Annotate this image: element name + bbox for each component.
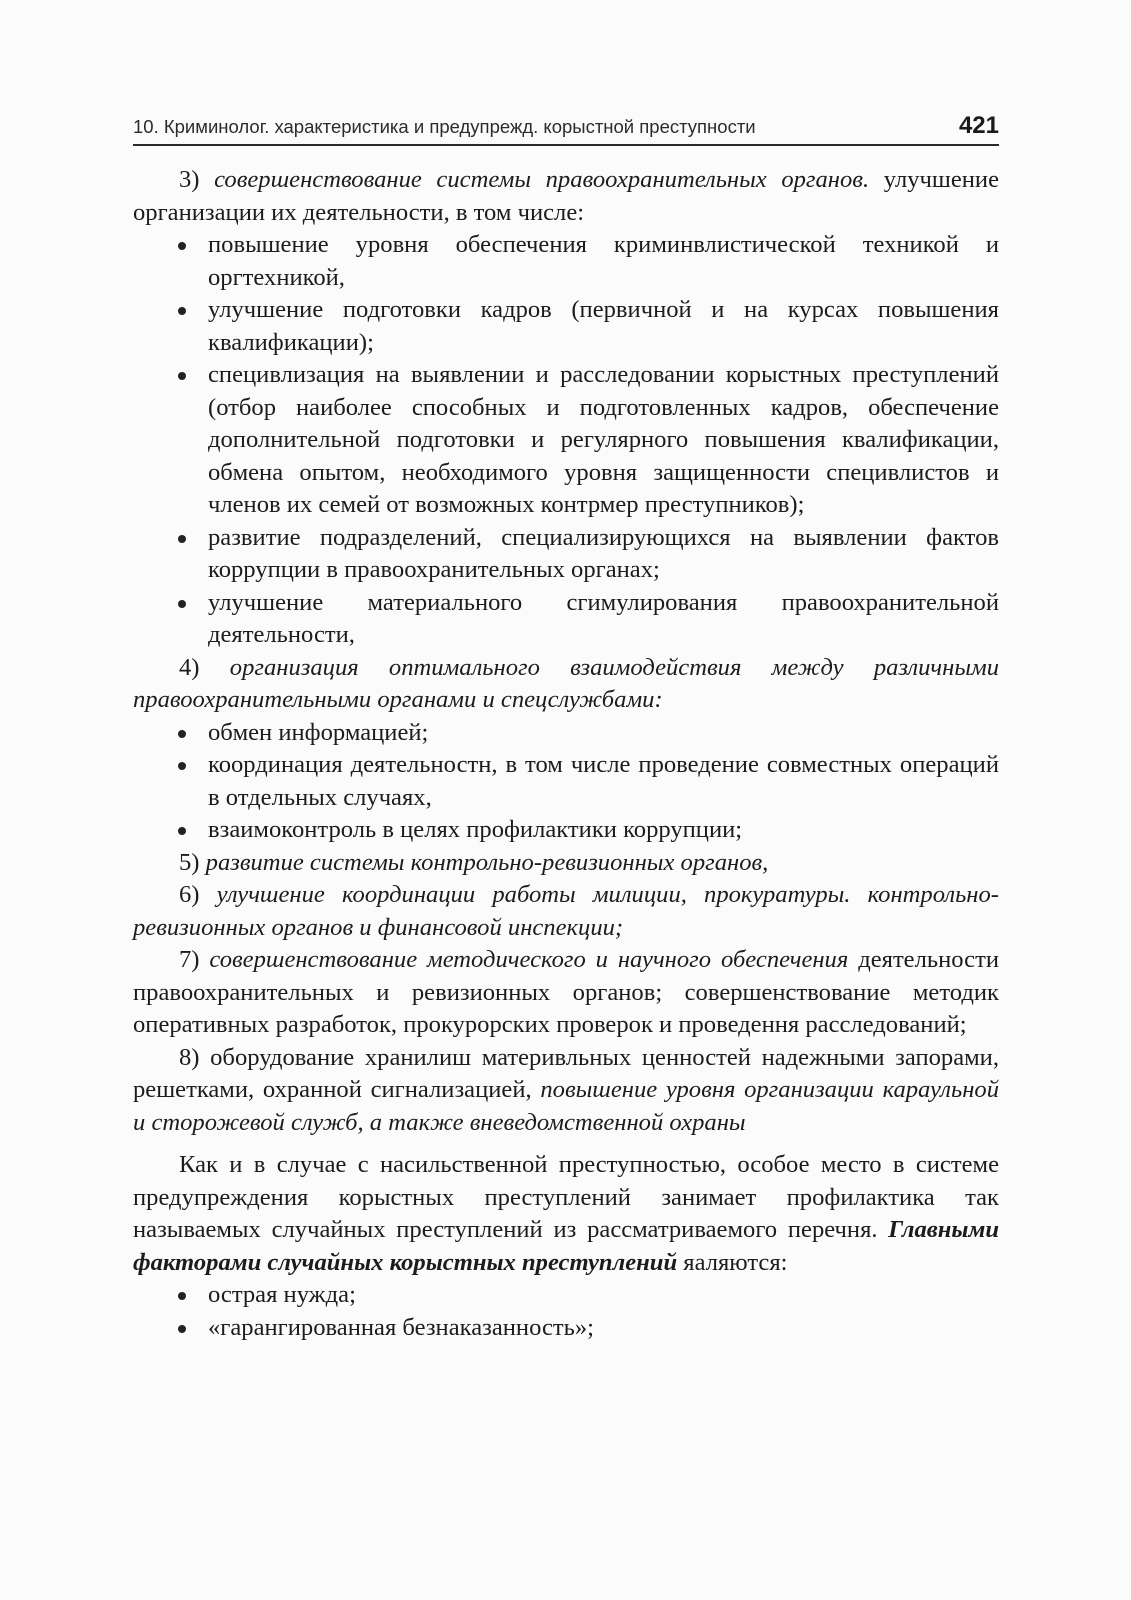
paragraph-6 [133,879,999,944]
paragraph-text: яаляются: [677,1248,788,1276]
running-header [133,110,999,146]
emphasis-text: совершенствование системы правоохранительных органов. [214,166,870,193]
paragraph-5 [133,847,999,880]
list-item: обмен информацией; [208,717,999,750]
list-item: улучшение подготовки кадров (первичной и на курсах повышения квалификации); [208,294,999,359]
paragraph-4 [133,652,999,717]
list-item: повышение уровня обеспечения криминвлистической техникой и оргтехникой, [208,229,999,294]
item-number: 3) [179,166,215,193]
bullet-list-9 [133,1279,999,1344]
emphasis-text: развитие системы контрольно-ревизионных органов, [205,848,769,876]
paragraph-8 [133,1042,999,1140]
item-number: 7) [179,946,210,973]
emphasis-text: повышение уровня организации караульной и сторожевой служб, а также вневедомственной охраны [133,1076,999,1136]
page-number: 421 [958,112,999,139]
paragraph-text: деятельности правоохранительных и ревизионных органов; совершенствование методик оперативных разработок, прокурорских проверок и проведення расследований; [133,946,999,1038]
paragraph-text: Как и в случае с насильственной преступностью, особое место в системе предупреждения корыстных преступлений занимает профилактика так называемых случайных преступлений из рассматриваемого перечня. [133,1151,999,1243]
list-item: специвлизация на выявлении и расследовании корыстных преступлений (отбор наиболее способных и подготовленных кадров, обеспечение дополнительной подготовки и регулярного повышения квалификации, обмена опытом, необходимого уровня защищенности специвлистов и членов их семей от возможных контрмер преступников); [208,359,999,522]
page-body [133,164,999,1344]
paragraph-text: улучшение организации их деятельности, в том числе: [133,166,999,226]
emphasis-text: организация оптимального взаимодействия между различными правоохранительными органами и спецслужбами: [133,653,1000,713]
bullet-list-4 [133,717,999,847]
list-item: координация деятельностн, в том числе проведение совместных операций в отдельных случаях, [208,749,999,814]
list-item: улучшение материального сгимулирования правоохранительной деятельности, [208,587,999,652]
bold-emphasis-text: Главными факторами случайных корыстных преступлений [133,1216,999,1276]
list-item: взаимоконтроль в целях профилактики коррупции; [208,814,999,847]
emphasis-text: улучшение координации работы милиции, прокуратуры. контрольно-ревизионных органов и финансовой инспекции; [133,881,999,941]
paragraph-7 [133,944,999,1042]
list-item: «гарангированная безнаказанность»; [208,1312,999,1345]
paragraph-text: 8) оборудование хранилиш материвльных ценностей надежными запорами, решетками, охранной сигнализацией, [133,1043,999,1103]
paragraph-9 [133,1149,999,1279]
running-header-title: 10. Криминолог. характеристика и предупрежд. корыстной преступности [133,116,756,137]
item-number: 6) [179,881,217,908]
paragraph-3 [133,164,999,229]
list-item: острая нужда; [208,1279,999,1312]
item-number: 5) [179,848,206,876]
emphasis-text: совершенствование методического и научного обеспечения [209,946,849,973]
bullet-list-3 [133,229,999,652]
item-number: 4) [179,653,230,681]
list-item: развитие подразделений, специализирующихся на выявлении фактов коррупции в правоохранительных органах; [208,522,999,587]
